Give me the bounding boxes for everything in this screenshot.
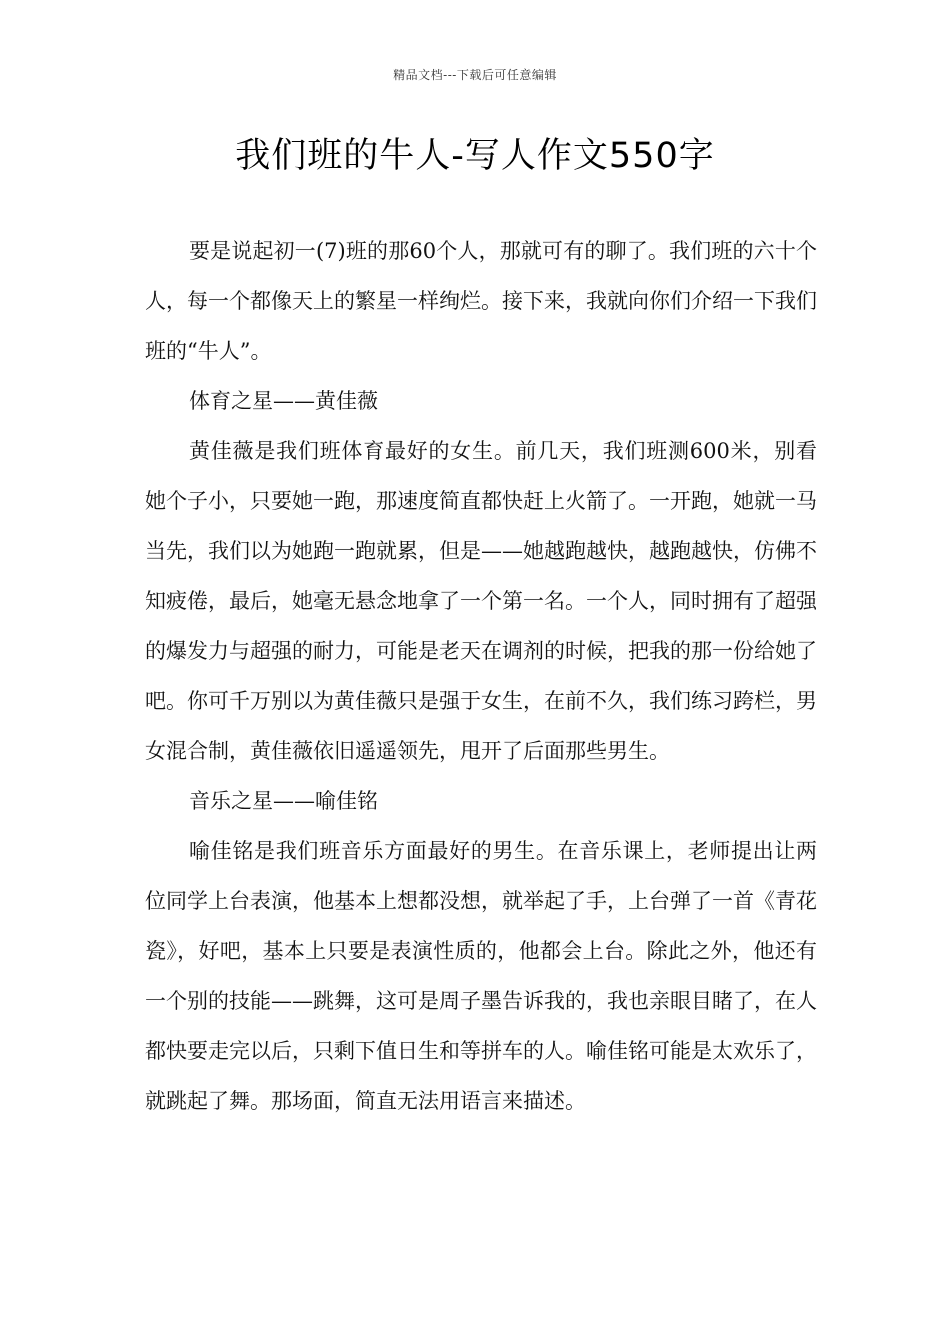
header-note: 精品文档---下载后可任意编辑 (393, 68, 557, 82)
article-body (145, 226, 817, 1126)
section-heading-sports-star: 体育之星——黄佳薇 (189, 389, 378, 413)
paragraph-intro: 要是说起初一(7)班的那60个人，那就可有的聊了。我们班的六十个人，每一个都像天上的繁星一样绚烂。接下来，我就向你们介绍一下我们班的“牛人”。 (145, 239, 817, 363)
section-heading-music-star: 音乐之星——喻佳铭 (189, 789, 378, 813)
paragraph-sports-star: 黄佳薇是我们班体育最好的女生。前几天，我们班测600米，别看她个子小，只要她一跑，那速度简直都快赶上火箭了。一开跑，她就一马当先，我们以为她跑一跑就累，但是——她越跑越快，越跑越快，仿佛不知疲倦，最后，她毫无悬念地拿了一个第一名。一个人，同时拥有了超强的爆发力与超强的耐力，可能是老天在调剂的时候，把我的那一份给她了吧。你可千万别以为黄佳薇只是强于女生，在前不久，我们练习跨栏，男女混合制，黄佳薇依旧遥遥领先，甩开了后面那些男生。 (145, 439, 817, 763)
paragraph-music-star: 喻佳铭是我们班音乐方面最好的男生。在音乐课上，老师提出让两位同学上台表演，他基本上想都没想，就举起了手，上台弹了一首《青花瓷》，好吧，基本上只要是表演性质的，他都会上台。除此之外，他还有一个别的技能——跳舞，这可是周子墨告诉我的，我也亲眼目睹了，在人都快要走完以后，只剩下值日生和等拼车的人。喻佳铭可能是太欢乐了，就跳起了舞。那场面，简直无法用语言来描述。 (145, 839, 817, 1113)
page-title: 我们班的牛人-写人作文550字 (235, 136, 715, 176)
